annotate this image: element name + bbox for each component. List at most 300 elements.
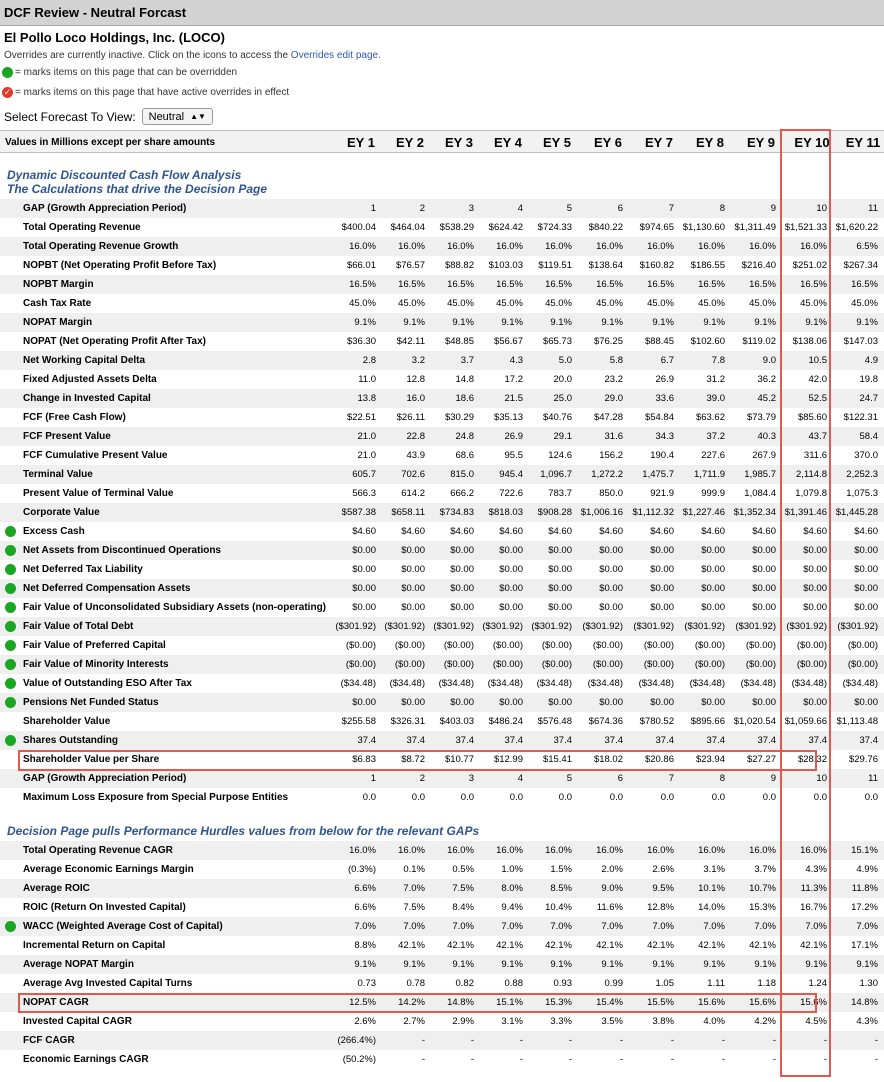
row-label: Terminal Value	[23, 469, 93, 480]
cell-ey10: 42.1%	[800, 940, 827, 951]
cell-ey3: 37.4	[455, 735, 474, 746]
cell-ey6: 0.0	[609, 792, 623, 803]
cell-ey3: $0.00	[450, 545, 474, 556]
cell-ey1: 16.5%	[349, 279, 376, 290]
forecast-select-value: Neutral	[148, 110, 185, 123]
cell-ey1: 8.8%	[354, 940, 376, 951]
cell-ey5: 37.4	[553, 735, 572, 746]
cell-ey5: 16.5%	[545, 279, 572, 290]
cell-ey10: $28.32	[797, 754, 827, 765]
cell-ey3: 8.4%	[452, 902, 474, 913]
cell-ey1: $255.58	[341, 716, 376, 727]
overrides-edit-link[interactable]: Overrides edit page.	[290, 50, 381, 61]
cell-ey5: $119.51	[538, 260, 572, 271]
cell-ey3: 9.1%	[452, 317, 474, 328]
row-label: NOPAT (Net Operating Profit After Tax)	[23, 336, 206, 347]
table-row	[0, 788, 884, 807]
override-icon[interactable]	[5, 545, 16, 556]
cell-ey4: 16.0%	[496, 241, 523, 252]
cell-ey8: 8	[719, 203, 725, 214]
cell-ey9: $27.27	[746, 754, 776, 765]
cell-ey2: $0.00	[401, 697, 425, 708]
cell-ey2: 0.78	[406, 978, 425, 989]
cell-ey2: 43.9	[406, 450, 425, 461]
cell-ey5: $0.00	[548, 697, 572, 708]
cell-ey9: 9.1%	[754, 317, 776, 328]
cell-ey2: 7.5%	[403, 902, 425, 913]
cell-ey9: 36.2	[757, 374, 776, 385]
cell-ey2: 0.0	[411, 792, 425, 803]
cell-ey9: -	[772, 1035, 776, 1046]
cell-ey4: 21.5	[504, 393, 523, 404]
cell-ey6: -	[619, 1054, 623, 1065]
cell-ey10: 43.7	[808, 431, 827, 442]
table-row	[0, 936, 884, 955]
row-label: Average Avg Invested Capital Turns	[23, 978, 193, 989]
table-row	[0, 860, 884, 879]
cell-ey1: $36.30	[346, 336, 376, 347]
cell-ey3: 18.6	[455, 393, 474, 404]
override-icon[interactable]	[5, 602, 16, 613]
window-title: DCF Review - Neutral Forcast	[0, 0, 884, 26]
cell-ey1: 2.6%	[354, 1016, 376, 1027]
table-row	[0, 598, 884, 617]
column-header-ey9: EY 9	[747, 135, 775, 150]
select-label: Select Forecast To View:	[4, 109, 136, 124]
cell-ey9: -	[772, 1054, 776, 1065]
cell-ey9: $1,311.49	[734, 222, 776, 233]
cell-ey10: 9.1%	[805, 317, 827, 328]
section1-subtitle: The Calculations that drive the Decision Page	[7, 182, 268, 196]
cell-ey7: 9.5%	[652, 883, 674, 894]
cell-ey6: $0.00	[599, 602, 623, 613]
cell-ey5: ($301.92)	[531, 621, 572, 632]
cell-ey8: 3.1%	[703, 864, 725, 875]
cell-ey5: -	[568, 1035, 572, 1046]
cell-ey2: 16.5%	[398, 279, 425, 290]
cell-ey3: $538.29	[439, 222, 474, 233]
forecast-select[interactable]	[142, 108, 213, 125]
row-label: FCF Present Value	[23, 431, 111, 442]
cell-ey2: 16.0%	[398, 241, 425, 252]
cell-ey3: 24.8	[455, 431, 474, 442]
cell-ey4: 45.0%	[496, 298, 523, 309]
cell-ey6: $0.00	[599, 564, 623, 575]
row-label: Average NOPAT Margin	[23, 959, 134, 970]
cell-ey3: 3	[468, 203, 474, 214]
cell-ey4: 3.1%	[501, 1016, 523, 1027]
table-row	[0, 370, 884, 389]
cell-ey10: 311.6	[803, 450, 827, 461]
cell-ey2: $76.57	[395, 260, 425, 271]
cell-ey11: 11.8%	[851, 883, 878, 894]
override-icon[interactable]	[5, 678, 16, 689]
cell-ey11: 4.3%	[856, 1016, 878, 1027]
override-icon[interactable]	[5, 921, 16, 932]
cell-ey10: 42.0	[808, 374, 827, 385]
row-label: GAP (Growth Appreciation Period)	[23, 773, 187, 784]
cell-ey1: 566.3	[352, 488, 376, 499]
cell-ey2: $326.31	[390, 716, 425, 727]
cell-ey7: $0.00	[650, 545, 674, 556]
row-label: Net Working Capital Delta	[23, 355, 146, 366]
cell-ey2: 614.2	[401, 488, 425, 499]
cell-ey6: 11.6%	[596, 902, 623, 913]
cell-ey7: 921.9	[650, 488, 674, 499]
cell-ey7: ($34.48)	[638, 678, 674, 689]
cell-ey9: 9	[770, 203, 776, 214]
table-row	[0, 841, 884, 860]
cell-ey10: 1.24	[808, 978, 827, 989]
cell-ey11: 9.1%	[856, 317, 878, 328]
cell-ey10: 16.5%	[800, 279, 827, 290]
table-row	[0, 313, 884, 332]
cell-ey10: -	[823, 1035, 827, 1046]
cell-ey1: 0.0	[362, 792, 376, 803]
cell-ey2: 42.1%	[398, 940, 425, 951]
cell-ey4: 4	[517, 203, 523, 214]
cell-ey2: ($301.92)	[384, 621, 425, 632]
row-label: Cash Tax Rate	[23, 298, 92, 309]
column-header-ey6: EY 6	[594, 135, 622, 150]
cell-ey11: 24.7	[859, 393, 878, 404]
cell-ey3: $0.00	[450, 602, 474, 613]
cell-ey6: 16.0%	[596, 845, 623, 856]
override-active-icon: ✓	[3, 87, 12, 97]
cell-ey5: 9.1%	[550, 317, 572, 328]
cell-ey7: $0.00	[650, 564, 674, 575]
cell-ey4: $624.42	[488, 222, 523, 233]
cell-ey5: 29.1	[553, 431, 572, 442]
shareholder-value-per-share-highlight	[18, 750, 817, 771]
cell-ey7: $0.00	[650, 602, 674, 613]
table-row	[0, 974, 884, 993]
cell-ey9: 7.0%	[754, 921, 776, 932]
table-row	[0, 218, 884, 237]
cell-ey7: 15.5%	[647, 997, 674, 1008]
cell-ey11: $147.03	[843, 336, 878, 347]
cell-ey7: 190.4	[650, 450, 674, 461]
override-icon[interactable]	[5, 564, 16, 575]
cell-ey9: $1,020.54	[733, 716, 776, 727]
cell-ey6: 9.0%	[601, 883, 623, 894]
cell-ey11: ($301.92)	[837, 621, 878, 632]
cell-ey3: 3.7	[460, 355, 474, 366]
cell-ey11: 14.8%	[851, 997, 878, 1008]
table-row	[0, 617, 884, 636]
cell-ey6: 9.1%	[601, 959, 623, 970]
row-label: Change in Invested Capital	[23, 393, 151, 404]
cell-ey7: 26.9	[655, 374, 674, 385]
cell-ey1: 7.0%	[354, 921, 376, 932]
cell-ey10: 4.3%	[805, 864, 827, 875]
table-row	[0, 275, 884, 294]
cell-ey1: $6.83	[352, 754, 376, 765]
row-label: FCF CAGR	[23, 1035, 75, 1046]
row-label: Total Operating Revenue	[23, 222, 141, 233]
units-label: Values in Millions except per share amounts	[5, 137, 216, 148]
cell-ey8: 16.5%	[698, 279, 725, 290]
override-icon[interactable]	[5, 640, 16, 651]
company-name: El Pollo Loco Holdings, Inc. (LOCO)	[4, 30, 225, 45]
cell-ey1: (266.4%)	[337, 1035, 376, 1046]
cell-ey11: ($0.00)	[847, 640, 878, 651]
cell-ey1: 21.0	[357, 431, 376, 442]
cell-ey9: $0.00	[752, 583, 776, 594]
cell-ey11: 37.4	[859, 735, 878, 746]
row-label: WACC (Weighted Average Cost of Capital)	[23, 921, 223, 932]
cell-ey7: $54.84	[644, 412, 674, 423]
cell-ey3: 68.6	[455, 450, 474, 461]
cell-ey3: 0.5%	[452, 864, 474, 875]
cell-ey7: 0.0	[660, 792, 674, 803]
cell-ey4: 4	[517, 773, 523, 784]
cell-ey5: 0.93	[553, 978, 572, 989]
cell-ey3: 2.9%	[452, 1016, 474, 1027]
cell-ey6: $138.64	[588, 260, 623, 271]
cell-ey10: $0.00	[803, 564, 827, 575]
cell-ey7: $20.86	[644, 754, 674, 765]
cell-ey1: $0.00	[352, 545, 376, 556]
legend-red-text: = marks items on this page that have active overrides in effect	[15, 87, 290, 98]
cell-ey2: 0.1%	[403, 864, 425, 875]
cell-ey8: 7.8	[711, 355, 725, 366]
cell-ey8: $895.66	[690, 716, 725, 727]
table-row	[0, 1050, 884, 1069]
cell-ey8: $0.00	[701, 564, 725, 575]
cell-ey4: 15.1%	[496, 997, 523, 1008]
cell-ey4: ($301.92)	[482, 621, 523, 632]
table-row	[0, 503, 884, 522]
cell-ey6: 6	[617, 773, 623, 784]
cell-ey9: 37.4	[757, 735, 776, 746]
cell-ey10: $138.06	[792, 336, 827, 347]
cell-ey9: 9	[770, 773, 776, 784]
cell-ey7: 33.6	[655, 393, 674, 404]
cell-ey7: ($0.00)	[643, 659, 674, 670]
cell-ey10: 11.3%	[800, 883, 827, 894]
cell-ey9: 45.0%	[749, 298, 776, 309]
cell-ey4: 722.6	[499, 488, 523, 499]
cell-ey7: ($0.00)	[643, 640, 674, 651]
cell-ey6: 31.6	[604, 431, 623, 442]
cell-ey2: ($0.00)	[394, 659, 425, 670]
cell-ey11: $29.76	[848, 754, 878, 765]
cell-ey11: 4.9%	[856, 864, 878, 875]
cell-ey6: 3.5%	[601, 1016, 623, 1027]
cell-ey4: $4.60	[499, 526, 523, 537]
cell-ey9: 16.0%	[749, 845, 776, 856]
table-row	[0, 294, 884, 313]
cell-ey9: 4.2%	[754, 1016, 776, 1027]
cell-ey4: 37.4	[504, 735, 523, 746]
cell-ey4: ($0.00)	[492, 640, 523, 651]
cell-ey3: 14.8%	[447, 997, 474, 1008]
cell-ey6: 42.1%	[596, 940, 623, 951]
cell-ey7: 1.05	[655, 978, 674, 989]
row-label: Fair Value of Total Debt	[23, 621, 134, 632]
cell-ey11: $0.00	[854, 545, 878, 556]
cell-ey1: 1	[370, 203, 376, 214]
cell-ey7: -	[670, 1035, 674, 1046]
table-row	[0, 237, 884, 256]
table-row	[0, 541, 884, 560]
cell-ey5: -	[568, 1054, 572, 1065]
cell-ey8: -	[721, 1035, 725, 1046]
cell-ey2: 45.0%	[398, 298, 425, 309]
cell-ey6: $1,006.16	[580, 507, 623, 518]
cell-ey10: 9.1%	[805, 959, 827, 970]
table-row	[0, 522, 884, 541]
cell-ey11: $0.00	[854, 602, 878, 613]
override-icon[interactable]	[5, 621, 16, 632]
cell-ey7: 1,475.7	[642, 469, 674, 480]
cell-ey9: 16.5%	[749, 279, 776, 290]
cell-ey8: 16.0%	[698, 845, 725, 856]
cell-ey1: $4.60	[352, 526, 376, 537]
row-label: Corporate Value	[23, 507, 100, 518]
override-available-icon	[2, 67, 13, 78]
cell-ey6: $840.22	[588, 222, 623, 233]
cell-ey1: 9.1%	[354, 317, 376, 328]
cell-ey11: 370.0	[854, 450, 878, 461]
table-row	[0, 879, 884, 898]
cell-ey1: 37.4	[357, 735, 376, 746]
cell-ey2: $0.00	[401, 564, 425, 575]
override-icon[interactable]	[5, 526, 16, 537]
cell-ey4: $818.03	[488, 507, 523, 518]
cell-ey5: 9.1%	[550, 959, 572, 970]
table-row	[0, 560, 884, 579]
cell-ey8: 9.1%	[703, 317, 725, 328]
cell-ey2: 7.0%	[403, 883, 425, 894]
cell-ey7: 16.0%	[647, 845, 674, 856]
cell-ey8: 37.4	[706, 735, 725, 746]
cell-ey9: ($0.00)	[745, 659, 776, 670]
cell-ey2: $8.72	[401, 754, 425, 765]
cell-ey7: $88.45	[644, 336, 674, 347]
cell-ey6: 0.99	[604, 978, 623, 989]
cell-ey3: ($34.48)	[438, 678, 474, 689]
table-row	[0, 655, 884, 674]
cell-ey10: $1,391.46	[784, 507, 827, 518]
cell-ey11: 16.5%	[851, 279, 878, 290]
cell-ey1: $0.00	[352, 583, 376, 594]
cell-ey11: 11	[868, 203, 878, 214]
cell-ey11: $4.60	[854, 526, 878, 537]
cell-ey11: 17.1%	[851, 940, 878, 951]
cell-ey4: 9.1%	[501, 317, 523, 328]
cell-ey7: -	[670, 1054, 674, 1065]
cell-ey9: 0.0	[762, 792, 776, 803]
cell-ey4: $486.24	[488, 716, 523, 727]
cell-ey4: $0.00	[499, 602, 523, 613]
cell-ey5: 5	[566, 203, 572, 214]
override-icon[interactable]	[5, 583, 16, 594]
cell-ey1: 6.6%	[354, 902, 376, 913]
cell-ey11: ($34.48)	[842, 678, 878, 689]
override-icon[interactable]	[5, 659, 16, 670]
cell-ey7: $0.00	[650, 697, 674, 708]
cell-ey9: 15.6%	[749, 997, 776, 1008]
row-label: Pensions Net Funded Status	[23, 697, 159, 708]
cell-ey6: $76.25	[593, 336, 623, 347]
override-icon[interactable]	[5, 697, 16, 708]
cell-ey6: $4.60	[599, 526, 623, 537]
row-label: Economic Earnings CAGR	[23, 1054, 149, 1065]
cell-ey8: 1.11	[707, 978, 725, 989]
row-label: NOPBT (Net Operating Profit Before Tax)	[23, 260, 217, 271]
overrides-note	[4, 50, 381, 61]
cell-ey3: $0.00	[450, 583, 474, 594]
column-header-ey5: EY 5	[543, 135, 571, 150]
cell-ey3: 7.5%	[452, 883, 474, 894]
cell-ey11: 0.0	[864, 792, 878, 803]
cell-ey6: 2.0%	[601, 864, 623, 875]
row-label: Maximum Loss Exposure from Special Purpose Entities	[23, 792, 289, 803]
cell-ey2: 7.0%	[403, 921, 425, 932]
cell-ey5: $0.00	[548, 583, 572, 594]
table-row	[0, 484, 884, 503]
cell-ey6: 45.0%	[596, 298, 623, 309]
cell-ey2: 16.0	[406, 393, 425, 404]
table-row	[0, 674, 884, 693]
cell-ey5: $65.73	[542, 336, 572, 347]
cell-ey5: $576.48	[537, 716, 572, 727]
cell-ey5: $0.00	[548, 602, 572, 613]
cell-ey8: $4.60	[701, 526, 725, 537]
cell-ey8: 9.1%	[703, 959, 725, 970]
cell-ey10: 16.7%	[800, 902, 827, 913]
cell-ey2: $464.04	[390, 222, 425, 233]
cell-ey8: 45.0%	[698, 298, 725, 309]
cell-ey8: ($0.00)	[694, 659, 725, 670]
cell-ey11: ($0.00)	[847, 659, 878, 670]
cell-ey6: $0.00	[599, 545, 623, 556]
cell-ey8: 39.0	[706, 393, 725, 404]
cell-ey2: ($34.48)	[389, 678, 425, 689]
cell-ey3: 16.5%	[447, 279, 474, 290]
table-row	[0, 389, 884, 408]
cell-ey3: 0.82	[455, 978, 474, 989]
row-label: Average Economic Earnings Margin	[23, 864, 194, 875]
cell-ey5: $908.28	[537, 507, 572, 518]
cell-ey3: 42.1%	[447, 940, 474, 951]
cell-ey2: 14.2%	[398, 997, 425, 1008]
row-label: NOPAT CAGR	[23, 997, 89, 1008]
cell-ey3: 16.0%	[447, 241, 474, 252]
cell-ey1: (50.2%)	[342, 1054, 376, 1065]
cell-ey11: 4.9	[864, 355, 878, 366]
cell-ey8: 10.1%	[698, 883, 725, 894]
cell-ey11: $0.00	[854, 564, 878, 575]
cell-ey10: ($301.92)	[786, 621, 827, 632]
cell-ey6: 6	[617, 203, 623, 214]
cell-ey5: 8.5%	[550, 883, 572, 894]
cell-ey1: 2.8	[362, 355, 376, 366]
cell-ey5: 0.0	[558, 792, 572, 803]
cell-ey2: 16.0%	[398, 845, 425, 856]
cell-ey8: 14.0%	[698, 902, 725, 913]
cell-ey3: -	[470, 1054, 474, 1065]
cell-ey4: 16.0%	[496, 845, 523, 856]
cell-ey4: 26.9	[504, 431, 523, 442]
cell-ey10: 10	[816, 203, 827, 214]
cell-ey9: $0.00	[752, 564, 776, 575]
cell-ey11: $1,620.22	[835, 222, 878, 233]
override-icon[interactable]	[5, 735, 16, 746]
cell-ey8: 15.6%	[698, 997, 725, 1008]
